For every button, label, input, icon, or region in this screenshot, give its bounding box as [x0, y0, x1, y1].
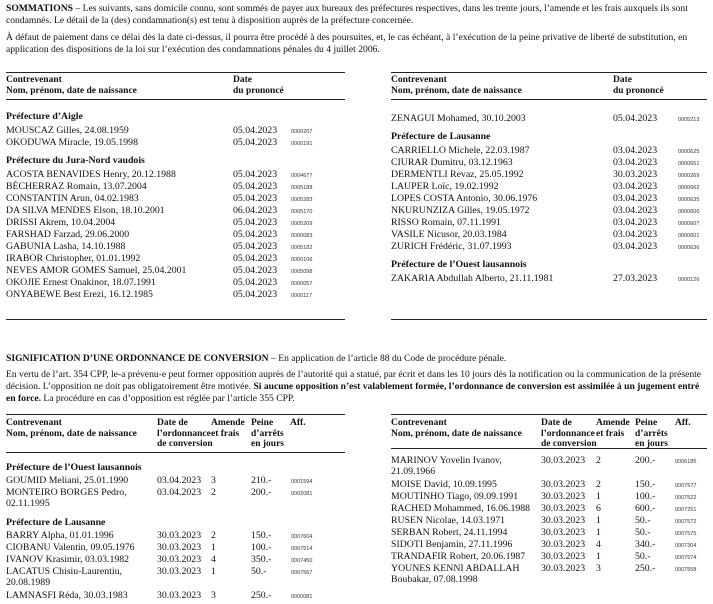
table-row	[391, 169, 707, 181]
table-row	[6, 137, 346, 149]
peine-jours: 340.-	[635, 539, 656, 550]
contrevenant-name: LOPES COSTA Antonio, 30.06.1976	[391, 193, 538, 204]
sommations-text: – Les suivants, sans domicile connu, sont sommés de payer aux bureaux des préfectures respectives, dans les trente jours, l’amende et les frais auxquels ils sont condamnés. Le détail de la (des) condamnation(s) est tenu à disposition auprès de la préfecture concernée.	[6, 3, 688, 26]
table-row	[6, 289, 346, 301]
prefecture-heading: Préfecture de Lausanne	[6, 517, 106, 528]
table1-left-header-rule	[6, 99, 345, 100]
peine-jours: 600.-	[635, 503, 656, 514]
peine-jours: 100.-	[635, 491, 656, 502]
amende-frais: 3	[596, 563, 601, 574]
contrevenant-name: MOUSCAZ Gilles, 24.08.1959	[6, 125, 129, 136]
table1-left-header-date: Date du prononcé	[233, 75, 284, 96]
peine-jours: 50.-	[635, 551, 651, 562]
affaire-ref: 0001594	[291, 479, 313, 485]
contrevenant-name: RISSO Romain, 07.11.1991	[391, 217, 501, 228]
affaire-ref: 0005209	[291, 221, 313, 227]
contrevenant-name: ZENAGUI Mohamed, 30.10.2003	[391, 113, 526, 124]
affaire-ref: 0000057	[291, 281, 313, 287]
contrevenant-name: OKODUWA Miracle, 19.05.1998	[6, 137, 138, 148]
affaire-ref: 0007522	[675, 495, 697, 501]
contrevenant-name: RACHED Mohammed, 16.06.1988	[391, 503, 531, 514]
peine-jours: 150.-	[251, 530, 272, 541]
table2-left-top-rule	[6, 414, 345, 415]
affaire-ref: 0007575	[675, 531, 697, 537]
date-ordonnance: 03.04.2023	[157, 487, 202, 498]
contrevenant-name-cont: 20.08.1989	[6, 577, 51, 588]
affaire-ref: 0000081	[291, 594, 313, 600]
table1-right-top-rule	[391, 72, 707, 73]
table-row	[391, 181, 707, 193]
contrevenant-name: YOUNES KENNI ABDALLAH	[391, 563, 520, 574]
peine-jours: 200.-	[635, 455, 656, 466]
sommations-paragraph-2: À défaut de paiement dans ce délai dès la date ci-dessus, il pourra être procédé à des poursuites, et, le cas échéant, à l’exécution de la peine privative de liberté de substitution, en application des dispositions de la loi sur l’exécution des condamnations pénales du 4 juillet 2006.	[6, 32, 688, 55]
contrevenant-name: DRISSI Akrem, 10.04.2004	[6, 217, 116, 228]
table2-right-header-peine: Peine d’arrêts en jours	[635, 418, 668, 450]
peine-jours: 250.-	[635, 563, 656, 574]
contrevenant-name: GOUMID Meliani, 25.01.1990	[6, 475, 129, 486]
contrevenant-name: ZURICH Frédéric, 31.07.1993	[391, 241, 512, 252]
contrevenant-name: DERMENTLI Revaz, 25.05.1992	[391, 169, 524, 180]
affaire-ref: 0000106	[291, 257, 313, 263]
amende-frais: 3	[211, 590, 216, 601]
amende-frais: 1	[596, 515, 601, 526]
table2-left-header-rule	[6, 452, 345, 453]
table-row	[391, 145, 707, 157]
table2-left-header-amende: Amende et frais	[211, 418, 245, 439]
contrevenant-name: CARRIELLO Michele, 22.03.1987	[391, 145, 530, 156]
date-prononce: 27.03.2023	[613, 273, 658, 284]
table2-left-header-aff: Aff.	[290, 418, 306, 428]
date-ordonnance: 30.03.2023	[541, 551, 586, 562]
table-row	[391, 503, 713, 515]
affaire-ref: 0000117	[291, 293, 313, 299]
table-row	[6, 487, 336, 511]
affaire-ref: 0007251	[675, 507, 697, 513]
table-row	[391, 551, 713, 563]
contrevenant-name: TRANDAFIR Robert, 20.06.1987	[391, 551, 526, 562]
sommations-paragraph	[6, 3, 706, 27]
contrevenant-name-cont: 21.09.1966	[391, 466, 436, 477]
date-prononce: 05.04.2023	[233, 265, 278, 276]
contrevenant-name: BARRY Alpha, 01.01.1996	[6, 530, 114, 541]
table-row	[6, 554, 336, 566]
peine-jours: 50.-	[251, 566, 267, 577]
peine-jours: 250.-	[251, 590, 272, 601]
table-row	[391, 157, 707, 169]
table2-right-header-date: Date de l’ordonnance de conversion	[541, 418, 597, 450]
date-ordonnance: 30.03.2023	[157, 566, 202, 577]
contrevenant-name: CONSTANTIN Arun, 04.02.1983	[6, 193, 139, 204]
date-prononce: 06.04.2023	[233, 205, 278, 216]
table-row	[391, 455, 713, 479]
contrevenant-name: SIDOTI Benjamin, 27.11.1996	[391, 539, 513, 550]
affaire-ref: 0000607	[678, 221, 700, 227]
table-row	[6, 475, 336, 487]
table1-left-bottom-rule	[6, 319, 345, 320]
contrevenant-name: CIOBANU Valentin, 09.05.1976	[6, 542, 135, 553]
table-row	[391, 539, 713, 551]
date-prononce: 05.04.2023	[233, 169, 278, 180]
contrevenant-name: IVANOV Krasimir, 03.03.1982	[6, 554, 130, 565]
contrevenant-name: NKURUNZIZA Gilles, 19.05.1972	[391, 205, 530, 216]
table-row	[6, 253, 346, 265]
contrevenant-name: NEVES AMOR GOMES Samuel, 25.04.2001	[6, 265, 187, 276]
contrevenant-name: MONTEIRO BORGES Pedro,	[6, 487, 127, 498]
affaire-ref: 0000207	[291, 129, 313, 135]
affaire-ref: 0000651	[678, 161, 700, 167]
table2-right-top-rule	[391, 414, 707, 415]
date-ordonnance: 30.03.2023	[541, 503, 586, 514]
date-ordonnance: 03.04.2023	[157, 475, 202, 486]
affaire-ref: 0007304	[675, 543, 697, 549]
affaire-ref: 0000191	[291, 141, 313, 147]
contrevenant-name: GABUNIA Lasha, 14.10.1988	[6, 241, 126, 252]
table-row	[391, 491, 713, 503]
contrevenant-name: SERBAN Robert, 24.11.1994	[391, 527, 508, 538]
date-prononce: 03.04.2023	[613, 217, 658, 228]
date-prononce: 05.04.2023	[233, 217, 278, 228]
amende-frais: 1	[596, 491, 601, 502]
date-ordonnance: 30.03.2023	[157, 530, 202, 541]
signification-bold: Si aucune opposition n’est valablement formée, l’ordonnance de conversion est assimilée à un jugement entré en force.	[6, 381, 700, 404]
prefecture-heading: Préfecture de l’Ouest lausannois	[6, 462, 142, 473]
affaire-ref: 0007514	[291, 546, 313, 552]
table2-right-header-amende: Amende et frais	[596, 418, 630, 439]
affaire-ref: 0000625	[678, 149, 700, 155]
signification-heading: SIGNIFICATION D’UNE ORDONNANCE DE CONVERSION – En application de l’article 88 du Code de procédure pénale.	[6, 353, 507, 364]
affaire-ref: 0006185	[675, 459, 697, 465]
affaire-ref: 0000126	[678, 277, 700, 283]
contrevenant-name: MOISE David, 10.09.1995	[391, 479, 497, 490]
date-prononce: 05.04.2023	[233, 137, 278, 148]
date-prononce: 05.04.2023	[233, 181, 278, 192]
table-row	[391, 241, 707, 253]
contrevenant-name: IRABOR Christopher, 01.01.1992	[6, 253, 141, 264]
date-prononce: 05.04.2023	[233, 193, 278, 204]
date-prononce: 03.04.2023	[613, 145, 658, 156]
affaire-ref: 0007567	[291, 570, 313, 576]
affaire-ref: 0002081	[291, 491, 313, 497]
peine-jours: 50.-	[635, 515, 651, 526]
date-ordonnance: 30.03.2023	[157, 590, 202, 601]
table-row	[6, 217, 346, 229]
date-prononce: 03.04.2023	[613, 205, 658, 216]
table2-left-header-name: Contrevenant Nom, prénom, date de naissance	[6, 418, 137, 439]
date-prononce: 05.04.2023	[233, 125, 278, 136]
table1-right-header-name: Contrevenant Nom, prénom, date de naissance	[391, 75, 522, 96]
date-ordonnance: 30.03.2023	[541, 479, 586, 490]
contrevenant-name: LAMNASFI Réda, 30.03.1983	[6, 590, 128, 601]
affaire-ref: 0000662	[678, 185, 700, 191]
date-ordonnance: 30.03.2023	[157, 542, 202, 553]
affaire-ref: 0007572	[675, 519, 697, 525]
sommations-title: SOMMATIONS	[6, 3, 73, 14]
contrevenant-name: FARSHAD Farzad, 29.06.2000	[6, 229, 130, 240]
peine-jours: 50.-	[635, 527, 651, 538]
date-ordonnance: 30.03.2023	[157, 554, 202, 565]
affaire-ref: 0005283	[291, 197, 313, 203]
amende-frais: 1	[596, 527, 601, 538]
affaire-ref: 0007577	[675, 483, 697, 489]
amende-frais: 2	[211, 487, 216, 498]
date-prononce: 05.04.2023	[233, 253, 278, 264]
peine-jours: 350.-	[251, 554, 272, 565]
amende-frais: 6	[596, 503, 601, 514]
prefecture-heading: Préfecture d’Aigle	[6, 111, 83, 122]
affaire-ref: 0000635	[678, 197, 700, 203]
date-prononce: 03.04.2023	[613, 181, 658, 192]
amende-frais: 2	[596, 479, 601, 490]
amende-frais: 3	[211, 475, 216, 486]
contrevenant-name: BÉCHERRAZ Romain, 13.07.2004	[6, 181, 147, 192]
prefecture-heading: Préfecture de l’Ouest lausannois	[391, 259, 527, 270]
table-row	[6, 181, 346, 193]
contrevenant-name: CIURAR Dumitru, 03.12.1963	[391, 157, 513, 168]
contrevenant-name: DA SILVA MENDES Elson, 18.10.2001	[6, 205, 165, 216]
affaire-ref: 0000269	[678, 173, 700, 179]
affaire-ref: 0005213	[678, 117, 700, 123]
amende-frais: 2	[211, 530, 216, 541]
amende-frais: 4	[211, 554, 216, 565]
table1-right-bottom-rule	[391, 319, 707, 320]
amende-frais: 4	[596, 539, 601, 550]
prefecture-heading: Préfecture de Lausanne	[391, 131, 491, 142]
affaire-ref: 0004677	[291, 173, 313, 179]
affaire-ref: 0007604	[291, 534, 313, 540]
table1-left-header-name: Contrevenant Nom, prénom, date de naissance	[6, 75, 137, 96]
affaire-ref: 0007450	[291, 558, 313, 564]
peine-jours: 150.-	[635, 479, 656, 490]
table-row	[6, 169, 346, 181]
affaire-ref: 0005182	[291, 245, 313, 251]
amende-frais: 1	[211, 542, 216, 553]
table-row	[6, 205, 346, 217]
table-row	[391, 563, 713, 587]
date-prononce: 03.04.2023	[613, 157, 658, 168]
table-row	[6, 125, 346, 137]
contrevenant-name: RUSEN Nicolae, 14.03.1971	[391, 515, 506, 526]
table-row	[6, 566, 336, 590]
amende-frais: 2	[596, 455, 601, 466]
affaire-ref: 0000601	[678, 233, 700, 239]
signification-title: SIGNIFICATION D’UNE ORDONNANCE DE CONVERSION	[6, 353, 269, 364]
table-row	[391, 527, 713, 539]
table-row	[391, 229, 707, 241]
table2-right-header-aff: Aff.	[675, 418, 691, 428]
contrevenant-name: ZAKARIA Abdullah Alberto, 21.11.1981	[391, 273, 554, 284]
date-prononce: 05.04.2023	[233, 241, 278, 252]
table1-right-header-rule	[391, 99, 707, 100]
table-row	[6, 530, 336, 542]
prefecture-heading: Préfecture du Jura-Nord vaudois	[6, 155, 145, 166]
affaire-ref: 0007574	[675, 555, 697, 561]
contrevenant-name: MARINOV Yovelin Ivanov,	[391, 455, 502, 466]
contrevenant-name: MOUTINHO Tiago, 09.09.1991	[391, 491, 519, 502]
affaire-ref: 0005188	[291, 185, 313, 191]
date-ordonnance: 30.03.2023	[541, 563, 586, 574]
table1-right-header-date: Date du prononcé	[613, 75, 664, 96]
peine-jours: 210.-	[251, 475, 272, 486]
affaire-ref: 0005098	[291, 269, 313, 275]
affaire-ref: 0000636	[678, 245, 700, 251]
table-row	[391, 479, 713, 491]
affaire-ref: 0007558	[675, 567, 697, 573]
table-row	[391, 205, 707, 217]
table-row	[6, 542, 336, 554]
amende-frais: 1	[211, 566, 216, 577]
contrevenant-name-cont: Boubakar, 07.08.1998	[391, 574, 478, 585]
contrevenant-name: LACATUS Chisiu-Laurentiu,	[6, 566, 122, 577]
contrevenant-name: ONYABEWE Best Erezi, 16.12.1985	[6, 289, 153, 300]
table-row	[391, 273, 707, 285]
table2-left-header-date: Date de l’ordonnance de conversion	[157, 418, 213, 450]
table-row	[6, 265, 346, 277]
table-row	[391, 193, 707, 205]
date-ordonnance: 30.03.2023	[541, 515, 586, 526]
table2-right-header-name: Contrevenant Nom, prénom, date de naissance	[391, 418, 522, 439]
table-row	[6, 229, 346, 241]
table-row	[6, 277, 346, 289]
peine-jours: 200.-	[251, 487, 272, 498]
date-prononce: 05.04.2023	[233, 289, 278, 300]
table2-left-header-peine: Peine d’arrêts en jours	[251, 418, 284, 450]
table2-right-header-rule	[391, 448, 707, 449]
contrevenant-name: ACOSTA BENAVIDES Henry, 20.12.1988	[6, 169, 176, 180]
affaire-ref: 0000600	[678, 209, 700, 215]
affaire-ref: 0005170	[291, 209, 313, 215]
table-row	[391, 515, 713, 527]
date-ordonnance: 30.03.2023	[541, 527, 586, 538]
date-prononce: 03.04.2023	[613, 241, 658, 252]
date-prononce: 03.04.2023	[613, 193, 658, 204]
table1-left-top-rule	[6, 72, 345, 73]
peine-jours: 100.-	[251, 542, 272, 553]
table-row	[391, 113, 707, 125]
date-prononce: 03.04.2023	[613, 229, 658, 240]
contrevenant-name: OKOJIE Ernest Onakinor, 18.07.1991	[6, 277, 156, 288]
contrevenant-name: LAUPER Loïc, 19.02.1992	[391, 181, 499, 192]
date-prononce: 30.03.2023	[613, 169, 658, 180]
date-ordonnance: 30.03.2023	[541, 539, 586, 550]
date-prononce: 05.04.2023	[613, 113, 658, 124]
date-prononce: 05.04.2023	[233, 229, 278, 240]
contrevenant-name: VASILE Nicusor, 20.03.1984	[391, 229, 507, 240]
affaire-ref: 0000083	[291, 233, 313, 239]
amende-frais: 1	[596, 551, 601, 562]
table-row	[6, 241, 346, 253]
date-ordonnance: 30.03.2023	[541, 491, 586, 502]
date-ordonnance: 30.03.2023	[541, 455, 586, 466]
table-row	[6, 193, 346, 205]
table-row	[391, 217, 707, 229]
table-row	[6, 590, 336, 602]
date-prononce: 05.04.2023	[233, 277, 278, 288]
signification-paragraph: En vertu de l’art. 354 CPP, le-a prévenu-e peut former opposition auprès de l’autorité qui a statué, par écrit et dans les 10 jours dès la notification ou la communication de la présente décision. L’opposition ne doit pas obligatoirement être motivée. Si aucune opposition n’est valablement formée, l’ordonnance de conversion est assimilée à un jugement entré en force. La procédure en cas d’opposition est réglée par l’article 355 CPP.	[6, 369, 702, 404]
contrevenant-name-cont: 02.11.1995	[6, 498, 50, 509]
